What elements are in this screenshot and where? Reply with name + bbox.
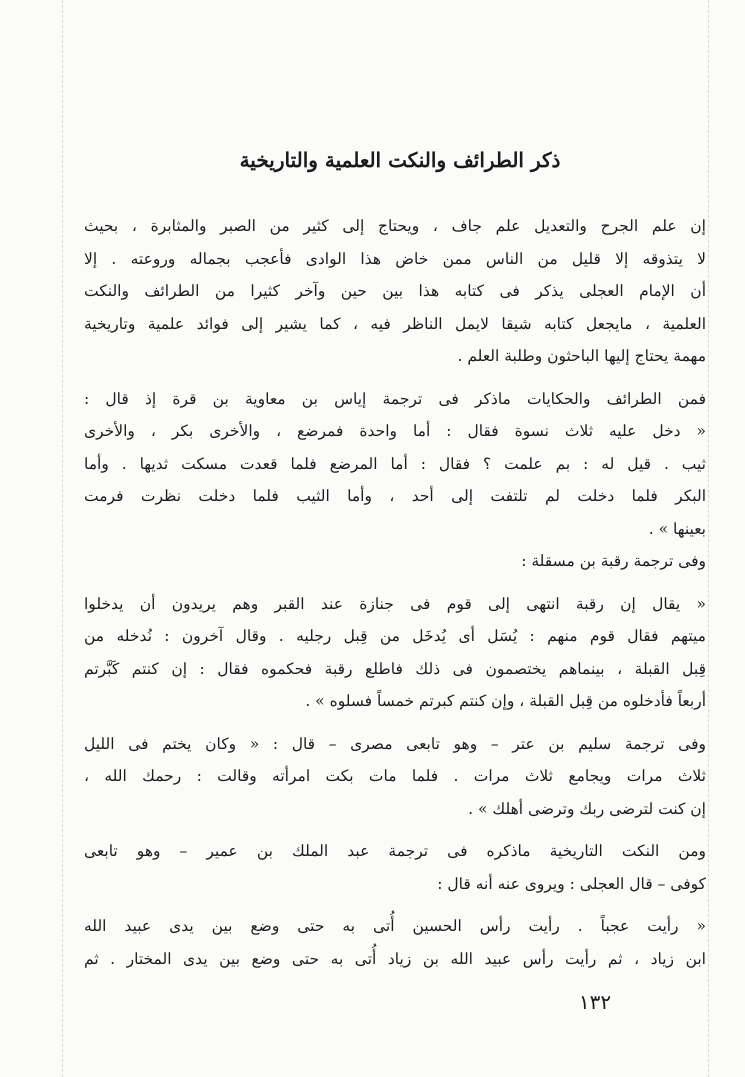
text-line: أن الإمام العجلى يذكر فى كتابه هذا بين حين وآخر كثيرا من الطرائف والنكت xyxy=(84,282,706,300)
text-line: مهمة يحتاج إليها الباحثون وطلبة العلم . xyxy=(457,347,706,365)
text-line: ثيب . قيل له : بم علمت ؟ فقال : أما المرضع فلما قعدت مسكت ثديها . وأما xyxy=(84,454,706,473)
text-line: إن علم الجرح والتعديل علم جاف ، ويحتاج إلى كثير من الصبر والمثابرة ، بحيث xyxy=(84,217,706,235)
paragraph-gap xyxy=(84,578,706,588)
text-line: « رأيت عجباً . رأيت رأس الحسين أُتى به حتى وضع بين يدى عبيد الله xyxy=(84,917,706,935)
page-number: ١٣٢ xyxy=(578,990,612,1014)
text-line: « يقال إن رقبة انتهى إلى قوم فى جنازة عند القبر وهم يريدون أن يدخلوا xyxy=(84,594,706,613)
paragraph-gap xyxy=(84,718,706,728)
text-line: البكر فلما دخلت لم تلتفت إلى أحد ، وأما الثيب فلما دخلت نظرت فرمت xyxy=(84,487,706,505)
text-line: قِبل القبلة ، بينماهم يختصمون فى ذلك فاطلع رقبة فحكموه فقال : إن كنتم كَبَّرتم xyxy=(84,659,706,678)
paragraph-gap xyxy=(84,825,706,835)
text-line: العلمية ، مايجعل كتابه شيقا لايمل الناظر فيه ، كما يشير إلى فوائد علمية وتاريخية xyxy=(84,314,706,333)
body-text xyxy=(84,210,706,975)
text-line: أربعاً فأدخلوه من قِبل القبلة ، وإن كنتم كبرتم خمساً فسلوه » . xyxy=(305,692,706,710)
paragraph-gap xyxy=(84,900,706,910)
text-line: « دخل عليه ثلاث نسوة فقال : أما واحدة فمرضع ، والأخرى بكر ، والأخرى xyxy=(84,422,706,440)
text-line: بعينها » . xyxy=(648,519,706,538)
text-line: كوفى – قال العجلى : ويروى عنه أنه قال : xyxy=(437,874,706,893)
text-line: وفى ترجمة سليم بن عتر – وهو تابعى مصرى – قال : « وكان يختم فى الليل xyxy=(84,734,706,753)
text-line: وفى ترجمة رقبة بن مسقلة : xyxy=(521,552,706,570)
text-line: إن كنت لترضى ربك وترضى أهلك » . xyxy=(468,799,706,818)
text-line: فمن الطرائف والحكايات ماذكر فى ترجمة إياس بن معاوية بن قرة إذ قال : xyxy=(84,389,706,408)
paragraph-gap xyxy=(84,373,706,383)
text-line: ومن النكت التاريخية ماذكره فى ترجمة عبد الملك بن عمير – وهو تابعى xyxy=(84,842,706,860)
left-margin-guide xyxy=(62,0,63,1077)
text-line: ميتهم فقال قوم منهم : يُسَل أى يُدخَل من قِبل رجليه . وقال آخرون : نُدخله من xyxy=(84,627,706,645)
text-line: ابن زياد ، ثم رأيت رأس عبيد الله بن زياد أُتى به حتى وضع بين يدى المختار . ثم xyxy=(84,949,706,968)
text-line: لا يتذوقه إلا قليل من الناس ممن خاض هذا الوادى فأعجب بجماله وروعته . إلا xyxy=(84,249,706,268)
text-line: ثلاث مرات ويجامع ثلاث مرات . فلما مات بكت امرأته وقالت : رحمك الله ، xyxy=(84,767,706,785)
section-heading: ذكر الطرائف والنكت العلمية والتاريخية xyxy=(239,148,561,172)
